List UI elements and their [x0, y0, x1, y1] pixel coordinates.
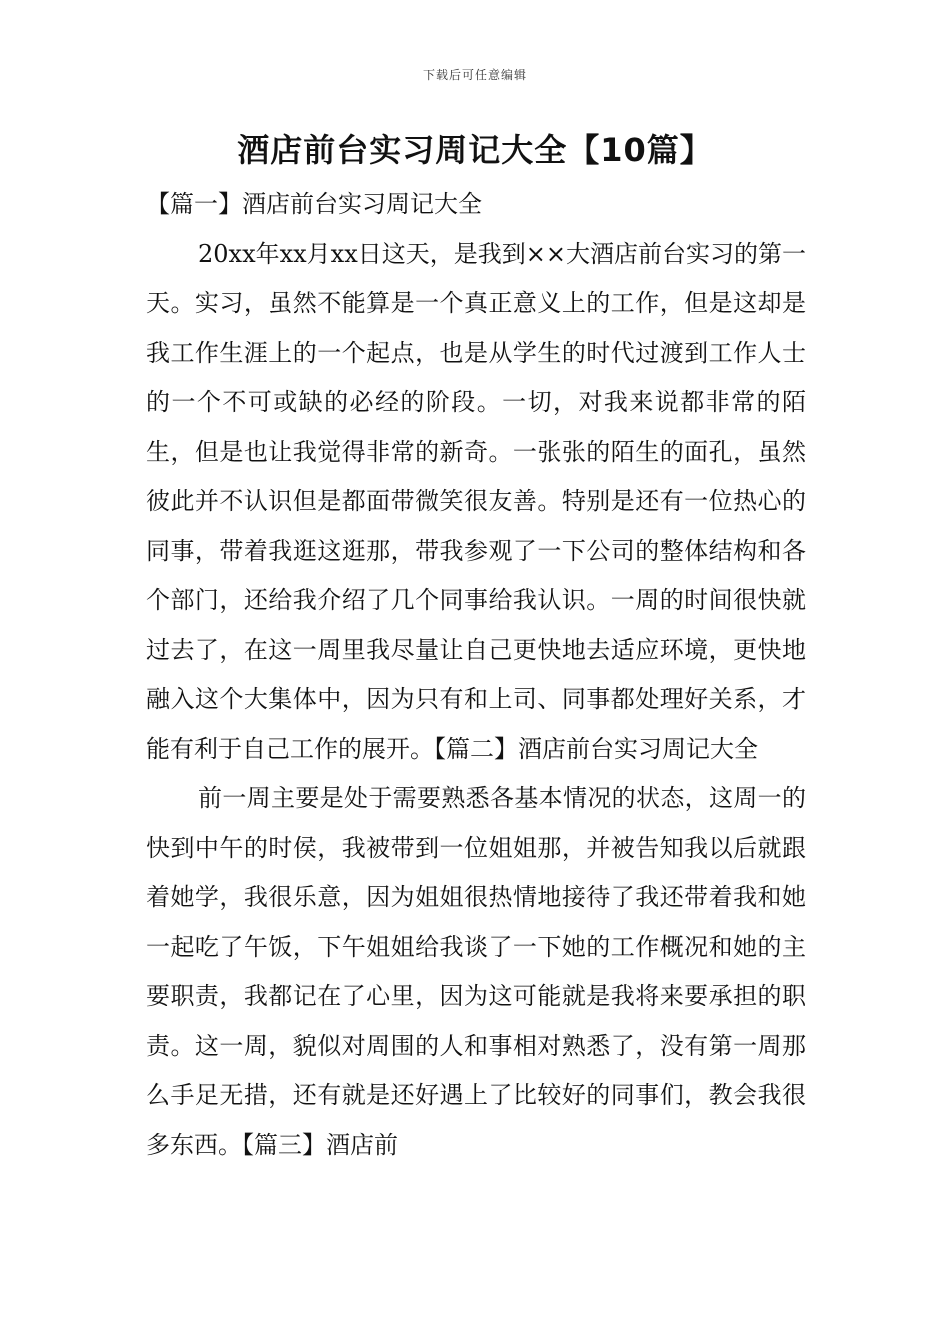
document-title: 酒店前台实习周记大全【10篇】 [237, 131, 713, 169]
paragraph-1 [146, 230, 806, 775]
header-note: 下载后可任意编辑 [422, 68, 527, 82]
paragraph-2-text: 前一周主要是处于需要熟悉各基本情况的状态，这周一的快到中午的时侯，我被带到一位姐姐那，并被告知我以后就跟着她学，我很乐意，因为姐姐很热情地接待了我还带着我和她一起吃了午饭，下午姐姐给我谈了一下她的工作概况和她的主要职责，我都记在了心里，因为这可能就是我将来要承担的职责。这一周，貌似对周围的人和事相对熟悉了，没有第一周那么手足无措，还有就是还好遇上了比较好的同事们，教会我很多东西。 [146, 784, 806, 1159]
paragraph-2 [146, 774, 806, 1170]
section-heading-1: 【篇一】酒店前台实习周记大全 [146, 190, 482, 218]
section-heading-3: 【篇三】酒店前 [242, 1130, 398, 1159]
paragraph-1-text: 20xx年xx月xx日这天，是我到××大酒店前台实习的第一天。实习，虽然不能算是一个真正意义上的工作，但是这却是我工作生涯上的一个起点，也是从学生的时代过渡到工作人士的一个不可或缺的必经的阶段。一切，对我来说都非常的陌生，但是也让我觉得非常的新奇。一张张的陌生的面孔，虽然彼此并不认识但是都面带微笑很友善。特别是还有一位热心的同事，带着我逛这逛那，带我参观了一下公司的整体结构和各个部门，还给我介绍了几个同事给我认识。一周的时间很快就过去了，在这一周里我尽量让自己更快地去适应环境，更快地融入这个大集体中，因为只有和上司、同事都处理好关系，才能有利于自己工作的展开。 [146, 239, 806, 763]
section-heading-2: 【篇二】酒店前台实习周记大全 [434, 734, 758, 763]
document-body [146, 180, 806, 1170]
